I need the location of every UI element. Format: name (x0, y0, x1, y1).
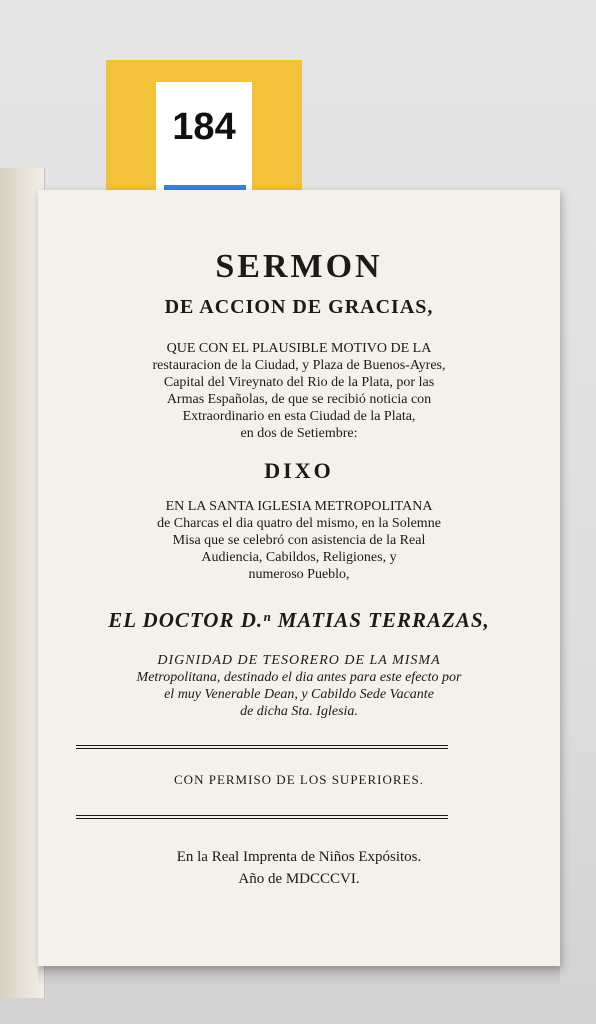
decorative-rule (76, 745, 448, 749)
decorative-rule (76, 815, 448, 819)
text-line: en dos de Setiembre: (240, 426, 358, 441)
text-line: EN LA SANTA IGLESIA METROPOLITANA (165, 499, 433, 514)
text-line: de dicha Sta. Iglesia. (240, 704, 358, 719)
text-line: QUE CON EL PLAUSIBLE MOTIVO DE LA (166, 341, 432, 356)
document-subtitle: DE ACCION DE GRACIAS, (164, 296, 434, 318)
text-line: Misa que se celebró con asistencia de la Real (172, 533, 426, 548)
occasion-paragraph (38, 340, 560, 442)
text-line: Audiencia, Cabildos, Religiones, y (201, 550, 397, 565)
text-line: de Charcas el dia quatro del mismo, en la Solemne (157, 516, 441, 531)
text-line: el muy Venerable Dean, y Cabildo Sede Vacante (164, 687, 434, 702)
text-line: En la Real Imprenta de Niños Expósitos. (176, 849, 422, 865)
text-line: Armas Españolas, de que se recibió noticia con (166, 392, 432, 407)
title-page (38, 190, 560, 966)
page-shadow (38, 966, 560, 986)
author-title-paragraph (38, 652, 560, 720)
text-line: Extraordinario en esta Ciudad de la Plata, (182, 409, 416, 424)
inventory-tag (106, 60, 302, 210)
text-line: DIGNIDAD DE TESORERO DE LA MISMA (157, 653, 441, 668)
document-title: SERMON (215, 248, 383, 285)
dixo-heading: DIXO (264, 458, 334, 483)
tag-label (156, 82, 252, 190)
lot-number: 184 (172, 106, 236, 148)
permission-line: CON PERMISO DE LOS SUPERIORES. (174, 772, 424, 787)
text-line: Capital del Vireynato del Rio de la Plata, por las (163, 375, 435, 390)
imprint (38, 846, 560, 890)
text-line: Metropolitana, destinado el dia antes para este efecto por (136, 670, 462, 685)
text-line: numeroso Pueblo, (248, 567, 350, 582)
text-line: restauracion de la Ciudad, y Plaza de Buenos-Ayres, (152, 358, 446, 373)
location-paragraph (38, 498, 560, 583)
text-line: Año de MDCCCVI. (238, 871, 360, 887)
author-name: EL DOCTOR D.ⁿ MATIAS TERRAZAS, (108, 608, 490, 632)
